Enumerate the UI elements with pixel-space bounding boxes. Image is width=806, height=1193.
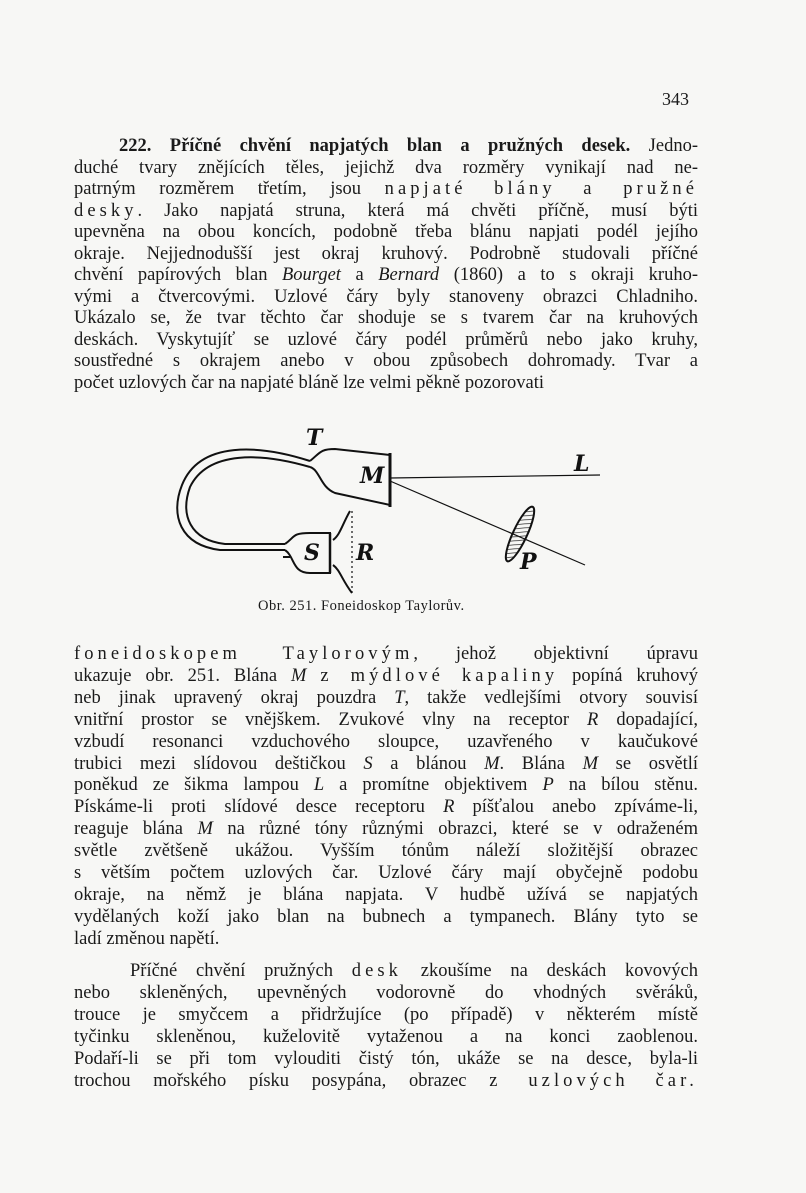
text-run: chvění papírových blan xyxy=(74,265,282,285)
text-line: upevněna na obou koncích, podobně třeba blánu napjati podél jejího xyxy=(74,222,698,242)
text-run: foneidoskopem Taylorovým xyxy=(74,644,414,664)
text-line: okraje, na němž je blána napjata. V hudbě užívá se napjatých xyxy=(74,884,698,905)
text-line: nebo skleněných, upevněných vodorovně do vhodných svěráků, xyxy=(74,983,698,1003)
text-line xyxy=(74,709,698,731)
text-line xyxy=(119,135,698,157)
page-number: 343 xyxy=(662,89,689,109)
text-run: Příčné chvění pružných xyxy=(130,961,352,981)
text-run: M xyxy=(197,819,213,840)
text-run: reaguje blána xyxy=(74,819,198,840)
text-line xyxy=(74,1070,698,1092)
text-run: M xyxy=(582,753,599,774)
section-heading: 222. Příčné chvění napjatých blan a pružných desek. xyxy=(119,136,631,156)
figure-foneidoskop xyxy=(170,415,620,595)
text-run: Bourget xyxy=(282,265,341,285)
label-r: R xyxy=(356,540,375,566)
text-line: soustředné s okrajem anebo v obou způsobech dohromady. Tvar a xyxy=(74,351,698,371)
text-run: L xyxy=(313,775,325,796)
label-p: P xyxy=(520,549,537,575)
label-t: T xyxy=(306,425,323,451)
text-line: duché tvary znějících těles, jejichž dva rozměry vynikají nad ne- xyxy=(74,157,698,178)
text-line xyxy=(74,796,698,818)
text-run: na různé tóny různými obrazci, které se v odraženém xyxy=(212,819,698,840)
text-line xyxy=(74,753,698,775)
text-run: trochou mořského písku posypána, obrazec xyxy=(74,1071,490,1091)
text-run: píšťalou anebo zpíváme-li, xyxy=(454,797,698,818)
label-s: S xyxy=(304,540,320,566)
text-run: se osvětlí xyxy=(598,753,699,774)
text-run: desky xyxy=(74,200,138,221)
text-line: světle zvětšeně ukážou. Vyšším tónům náleží složitější obrazec xyxy=(74,841,698,862)
text-run: patrným rozměrem třetím, jsou xyxy=(74,179,385,199)
text-line xyxy=(74,818,698,840)
text-line: Ukázalo se, že tvar těchto čar shoduje se s tvarem čar na kruhových xyxy=(74,308,698,328)
text-run: , takže vedlejšími otvory souvisí xyxy=(404,687,698,708)
text-line xyxy=(74,774,698,796)
label-l: L xyxy=(574,451,590,477)
text-run: M xyxy=(291,665,307,686)
text-line xyxy=(74,665,698,687)
text-line: vydělaných koží jako blan na bubnech a tympanech. Blány tyto se xyxy=(74,906,698,927)
text-run: dopadající, xyxy=(598,709,698,730)
text-run: ukazuje obr. 251. Blána xyxy=(74,665,292,686)
text-run: a promítne objektivem xyxy=(324,775,543,796)
text-run: desk xyxy=(351,961,402,981)
text-line: trouce je smyčcem a přidržujíce (po případě) v některém místě xyxy=(74,1005,698,1025)
text-run: . Jako napjatá struna, která má chvěti příčně, musí býti xyxy=(137,200,698,221)
label-m: M xyxy=(360,463,385,489)
text-line: deskách. Vyskytujíť se uzlové čáry podél průměrů nebo jako kruhy, xyxy=(74,329,698,350)
text-run: Bernard xyxy=(378,265,440,285)
text-run: , jehož objektivní úpravu xyxy=(413,644,698,664)
text-run: z uzlových čar. xyxy=(489,1071,698,1091)
text-run: a xyxy=(340,265,379,285)
text-run: P xyxy=(542,775,554,796)
text-line: vzbudí resonanci vzduchového sloupce, uzavřeného v kaučukové xyxy=(74,731,698,752)
text-line xyxy=(74,264,698,286)
text-run: zkoušíme na deskách kovových xyxy=(401,961,698,981)
text-run: (1860) a to s okraji kruho- xyxy=(439,265,698,285)
light-ray-l xyxy=(390,475,600,478)
text-run: z mýdlové kapaliny xyxy=(320,665,559,686)
text-run: Jedno- xyxy=(630,136,699,156)
text-run: popíná kruhový xyxy=(558,665,698,686)
text-run: poněkud ze šikma lampou xyxy=(74,775,314,796)
text-line: tyčinku skleněnou, kuželovitě vytaženou a na konci zaoblenou. xyxy=(74,1027,698,1047)
light-ray-p xyxy=(390,481,585,565)
text-line: ladí změnou napětí. xyxy=(74,928,220,949)
text-line: s větším počtem uzlových čar. Uzlové čáry mají obyčejně podobu xyxy=(74,863,698,883)
text-run: R xyxy=(443,797,455,818)
text-run: S xyxy=(363,753,373,774)
text-line xyxy=(130,960,698,982)
figure-caption: Obr. 251. Foneidoskop Taylorův. xyxy=(258,598,465,614)
text-line: počet uzlových čar na napjaté bláně lze velmi pěkně pozorovati xyxy=(74,372,544,393)
text-line: Podaří-li se při tom vylouditi čistý tón, ukáže se na desce, byla-li xyxy=(74,1049,698,1069)
text-run: neb jinak upravený okraj pouzdra xyxy=(74,687,395,708)
text-run: T xyxy=(394,687,405,708)
text-line xyxy=(74,643,698,665)
text-run xyxy=(306,666,320,686)
text-line xyxy=(74,200,698,222)
text-run: trubici mezi slídovou deštičkou xyxy=(74,753,364,774)
text-run: a blánou xyxy=(372,753,485,774)
text-run: vnitřní prostor se vnějškem. Zvukové vlny na receptor xyxy=(74,709,588,730)
text-run: na bílou stěnu. xyxy=(553,775,698,796)
tube-inner xyxy=(186,457,310,544)
text-run: R xyxy=(587,709,599,730)
text-run: . Blána xyxy=(499,753,583,774)
text-run: Pískáme-li proti slídové desce receptoru xyxy=(74,797,444,818)
receptor-r xyxy=(333,511,352,593)
text-line xyxy=(74,178,698,200)
text-run: M xyxy=(484,753,500,774)
text-line: vými a čtvercovými. Uzlové čáry byly stanoveny obrazci Chladniho. xyxy=(74,286,698,307)
tube-outer xyxy=(177,450,310,550)
text-line: okraje. Nejjednodušší jest okraj kruhový. Podrobně studovali příčné xyxy=(74,243,698,264)
text-run: napjaté blány a pružné xyxy=(384,179,698,199)
text-line xyxy=(74,687,698,709)
